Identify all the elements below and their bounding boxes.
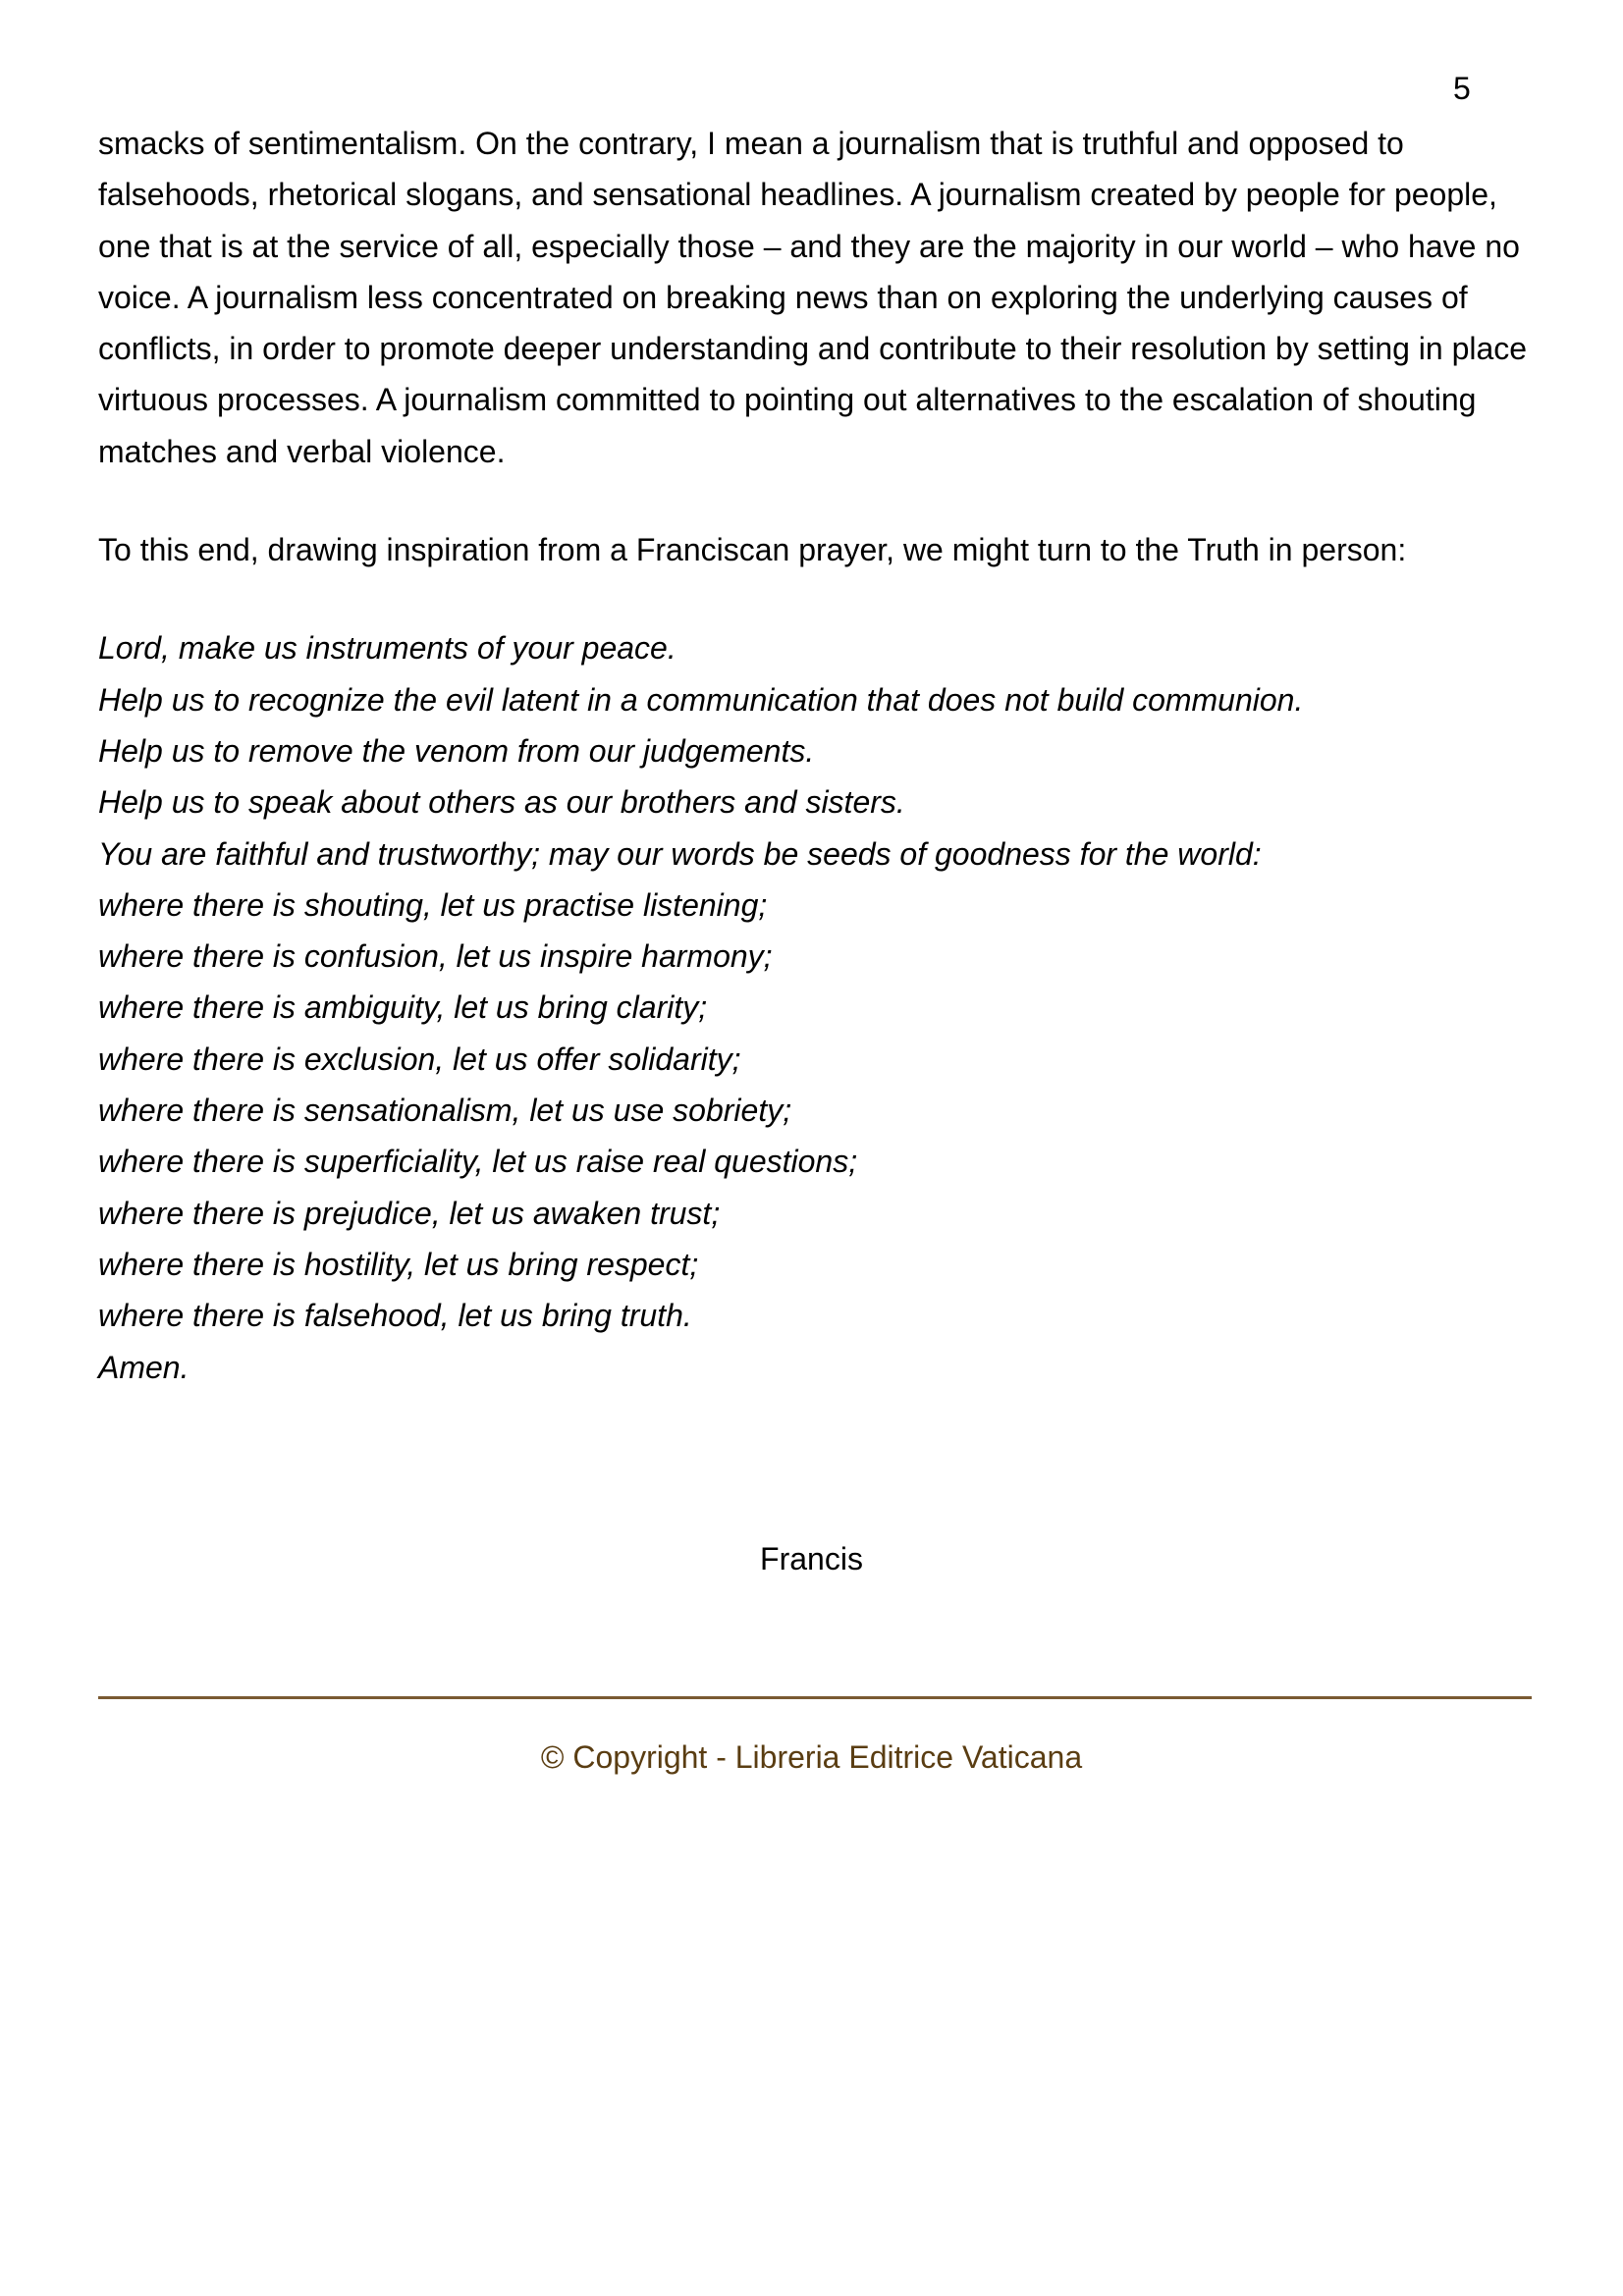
page-number: 5 [1453,71,1471,106]
prayer-line: Help us to recognize the evil latent in a communication that does not build communion. [98,681,1304,718]
prayer-line: where there is exclusion, let us offer solidarity; [98,1041,741,1077]
signature: Francis [760,1541,863,1576]
prayer-line: where there is shouting, let us practise listening; [98,886,768,923]
prayer-line: You are faithful and trustworthy; may our words be seeds of goodness for the world: [98,835,1262,872]
prayer-line: Lord, make us instruments of your peace. [98,630,676,667]
prayer-line: where there is ambiguity, let us bring clarity; [98,989,708,1026]
paragraph-continuation: smacks of sentimentalism. On the contrary, I mean a journalism that is truthful and opposed to falsehoods, rhetorical slogans, and sensational headlines. A journalism created by people for people, one that is at the service of all, especially those – and they are the majority in our world – who have no voice. A journalism less concentrated on breaking news than on exploring the underlying causes of conflicts, in order to promote deeper understanding and contribute to their resolution by setting in place virtuous processes. A journalism committed to pointing out alternatives to the escalation of shouting matches and verbal violence. [98,126,1528,469]
prayer-line: Help us to remove the venom from our judgements. [98,732,815,769]
prayer-line: where there is prejudice, let us awaken trust; [98,1195,721,1231]
prayer-line: where there is sensationalism, let us use sobriety; [98,1093,792,1129]
prayer-line: Help us to speak about others as our brothers and sisters. [98,784,905,821]
copyright-notice: © Copyright - Libreria Editrice Vaticana [540,1739,1083,1775]
document-body [98,118,1532,1393]
prayer [98,622,1532,1392]
prayer-line: where there is hostility, let us bring respect; [98,1246,699,1282]
prayer-line: where there is falsehood, let us bring truth. [98,1298,692,1334]
prayer-line: where there is confusion, let us inspire harmony; [98,938,773,975]
footer-divider [98,1696,1532,1699]
prayer-line-amen: Amen. [98,1349,189,1385]
paragraph-intro-prayer: To this end, drawing inspiration from a Franciscan prayer, we might turn to the Truth in person: [98,532,1407,568]
prayer-line: where there is superficiality, let us raise real questions; [98,1144,858,1180]
